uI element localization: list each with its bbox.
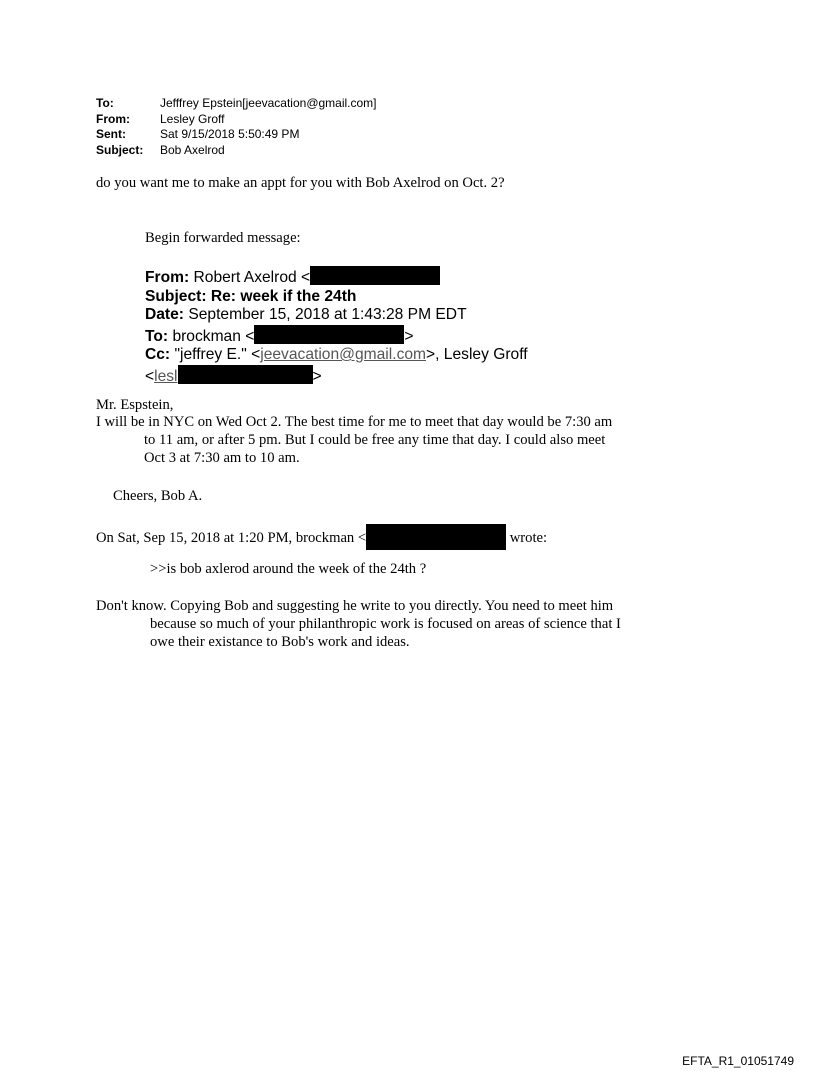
header-subject-row xyxy=(96,143,377,159)
fwd-cc-pre: "jeffrey E." < xyxy=(174,346,261,363)
email-header xyxy=(96,96,377,158)
fwd-cc2-email-link[interactable]: lesl xyxy=(154,367,178,385)
fwd-from-value: Robert Axelrod < xyxy=(193,269,311,286)
header-sent-row xyxy=(96,127,377,143)
fwd-to-close: > xyxy=(404,327,414,345)
fwd-to-value: brockman < xyxy=(172,327,255,345)
subject-label: Subject: xyxy=(96,142,144,157)
attribution-post: wrote: xyxy=(509,530,548,546)
forwarded-header xyxy=(145,266,528,386)
fwd-subject-line xyxy=(145,288,528,307)
attribution-pre: On Sat, Sep 15, 2018 at 1:20 PM, brockman < xyxy=(96,530,367,546)
fwd-cc-label: Cc: xyxy=(145,346,171,363)
to-label: To: xyxy=(96,96,114,110)
response-line-3: owe their existance to Bob's work and ideas. xyxy=(150,634,410,650)
to-value: Jefffrey Epstein[jeevacation@gmail.com] xyxy=(160,96,377,110)
reply-signoff: Cheers, Bob A. xyxy=(113,488,203,504)
reply-line-3: Oct 3 at 7:30 am to 10 am. xyxy=(144,450,300,466)
fwd-cc-line xyxy=(145,346,528,365)
sent-value: Sat 9/15/2018 5:50:49 PM xyxy=(160,127,300,141)
fwd-date-value: September 15, 2018 at 1:43:28 PM EDT xyxy=(188,306,467,323)
fwd-from-line xyxy=(145,266,528,288)
fwd-cc-post: >, Lesley Groff xyxy=(426,346,528,363)
begin-forwarded-text: Begin forwarded message: xyxy=(145,230,301,246)
redaction-block xyxy=(254,325,404,344)
from-label: From: xyxy=(96,111,130,126)
header-to-row xyxy=(96,96,377,112)
redaction-block xyxy=(310,266,440,285)
quoted-attribution xyxy=(96,524,547,550)
reply-salutation: Mr. Espstein, xyxy=(96,397,174,413)
fwd-subject-value: Re: week if the 24th xyxy=(210,287,357,305)
fwd-date-line xyxy=(145,306,528,325)
fwd-cc2-line xyxy=(145,365,528,387)
document-id: EFTA_R1_01051749 xyxy=(682,1054,794,1068)
redaction-block xyxy=(366,524,506,550)
header-from-row xyxy=(96,112,377,128)
fwd-from-label: From: xyxy=(145,269,190,286)
fwd-to-line xyxy=(145,325,528,347)
response-line-1: Don't know. Copying Bob and suggesting he write to you directly. You need to meet him xyxy=(96,598,614,614)
fwd-to-label: To: xyxy=(145,327,169,345)
body-question: do you want me to make an appt for you with Bob Axelrod on Oct. 2? xyxy=(96,175,505,191)
quoted-message: >>is bob axlerod around the week of the 24th ? xyxy=(150,561,427,577)
fwd-cc-email-link[interactable]: jeevacation@gmail.com xyxy=(260,346,427,363)
reply-line-1: I will be in NYC on Wed Oct 2. The best time for me to meet that day would be 7:30 am xyxy=(96,414,613,430)
subject-value: Bob Axelrod xyxy=(160,142,225,157)
response-line-2: because so much of your philanthropic work is focused on areas of science that I xyxy=(150,616,621,632)
from-value: Lesley Groff xyxy=(160,111,225,126)
reply-line-2: to 11 am, or after 5 pm. But I could be free any time that day. I could also meet xyxy=(144,432,606,448)
fwd-subject-label: Subject: xyxy=(145,287,207,305)
sent-label: Sent: xyxy=(96,127,126,141)
redaction-block xyxy=(178,365,313,384)
fwd-cc2-pre: < xyxy=(145,367,155,385)
fwd-cc2-close: > xyxy=(312,367,322,385)
fwd-date-label: Date: xyxy=(145,306,184,323)
